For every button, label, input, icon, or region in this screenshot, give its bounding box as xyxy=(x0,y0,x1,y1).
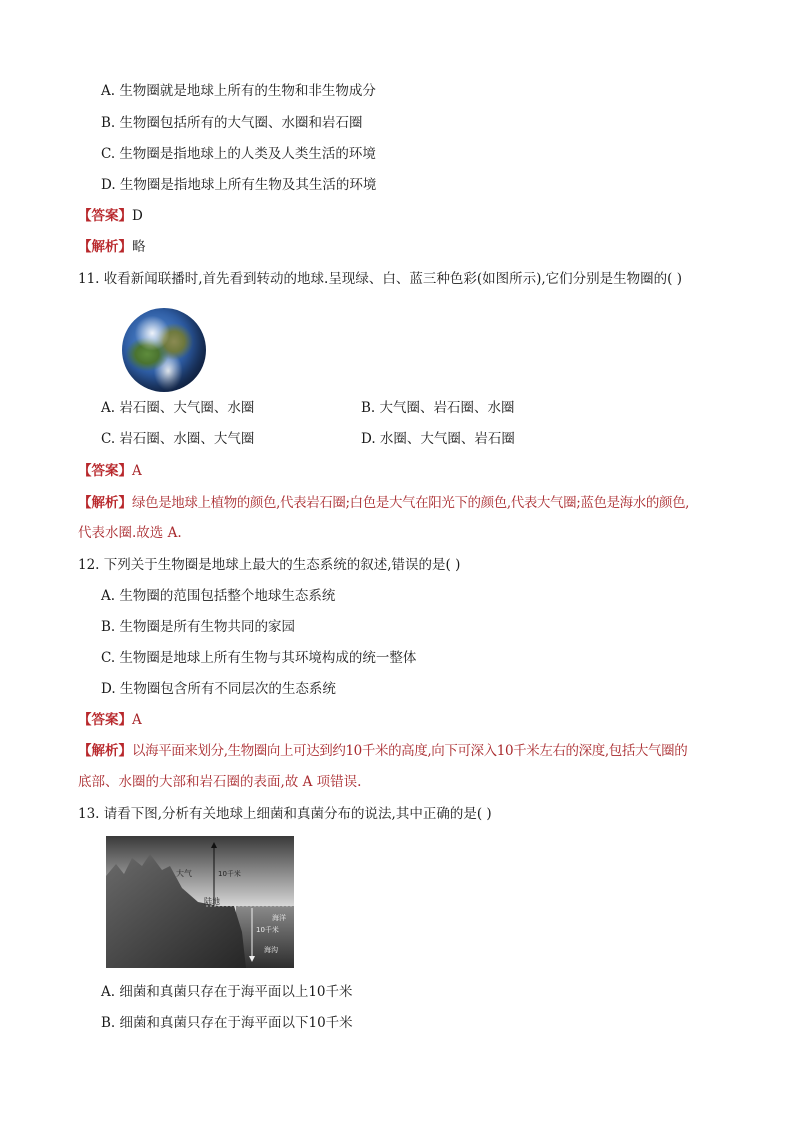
q10-analysis xyxy=(78,237,146,257)
analysis-tag: 【解析】 xyxy=(78,239,132,255)
q12-analysis xyxy=(78,741,687,761)
answer-value: A xyxy=(132,712,142,728)
q12-stem: 12. 下列关于生物圈是地球上最大的生态系统的叙述,错误的是( ) xyxy=(78,557,461,573)
q11-analysis-cont: 代表水圈.故选 A. xyxy=(78,525,182,541)
q11-analysis xyxy=(78,493,689,513)
q13-option-a: A. 细菌和真菌只存在于海平面以上10千米 xyxy=(101,984,353,1000)
answer-tag: 【答案】 xyxy=(78,463,132,479)
q11-stem: 11. 收看新闻联播时,首先看到转动的地球.呈现绿、白、蓝三种色彩(如图所示),它们分别是生物圈的( ) xyxy=(78,271,682,287)
biosphere-diagram xyxy=(106,836,294,968)
earth-image xyxy=(122,308,206,392)
q12-analysis-cont: 底部、水圈的大部和岩石圈的表面,故 A 项错误. xyxy=(78,774,362,790)
q10-option-c: C. 生物圈是指地球上的人类及人类生活的环境 xyxy=(101,146,376,162)
answer-value: A xyxy=(132,463,142,479)
answer-tag: 【答案】 xyxy=(78,208,132,224)
label-sea: 海洋 xyxy=(272,914,286,922)
q12-answer xyxy=(78,710,142,730)
q13-stem: 13. 请看下图,分析有关地球上细菌和真菌分布的说法,其中正确的是( ) xyxy=(78,806,492,822)
q11-option-a: A. 岩石圈、大气圈、水圈 xyxy=(101,400,255,416)
q11-option-c: C. 岩石圈、水圈、大气圈 xyxy=(101,431,255,447)
q12-option-d: D. 生物圈包含所有不同层次的生态系统 xyxy=(101,681,336,697)
answer-tag: 【答案】 xyxy=(78,712,132,728)
q11-option-b: B. 大气圈、岩石圈、水圈 xyxy=(361,400,515,416)
q10-option-d: D. 生物圈是指地球上所有生物及其生活的环境 xyxy=(101,177,377,193)
q11-option-d: D. 水圈、大气圈、岩石圈 xyxy=(361,431,515,447)
answer-value: D xyxy=(132,208,143,224)
analysis-text: 绿色是地球上植物的颜色,代表岩石圈;白色是大气在阳光下的颜色,代表大气圈;蓝色是海水的颜色, xyxy=(132,495,690,511)
q10-answer xyxy=(78,206,143,226)
analysis-tag: 【解析】 xyxy=(78,743,132,759)
label-up-10km: 10千米 xyxy=(218,870,241,878)
q10-option-a: A. 生物圈就是地球上所有的生物和非生物成分 xyxy=(101,83,376,99)
q12-option-c: C. 生物圈是地球上所有生物与其环境构成的统一整体 xyxy=(101,650,417,666)
q10-option-b: B. 生物圈包括所有的大气圈、水圈和岩石圈 xyxy=(101,115,363,131)
label-land: 陆地 xyxy=(204,897,220,906)
q12-option-b: B. 生物圈是所有生物共同的家园 xyxy=(101,619,296,635)
q13-option-b: B. 细菌和真菌只存在于海平面以下10千米 xyxy=(101,1015,353,1031)
label-trench: 海沟 xyxy=(264,946,278,954)
analysis-text: 以海平面来划分,生物圈向上可达到约10千米的高度,向下可深入10千米左右的深度,包括大气圈的 xyxy=(132,743,688,759)
q11-answer xyxy=(78,461,142,481)
label-down-10km: 10千米 xyxy=(256,926,279,934)
q12-option-a: A. 生物圈的范围包括整个地球生态系统 xyxy=(101,588,336,604)
analysis-text: 略 xyxy=(132,239,146,255)
label-air: 大气 xyxy=(176,869,192,878)
analysis-tag: 【解析】 xyxy=(78,495,132,511)
